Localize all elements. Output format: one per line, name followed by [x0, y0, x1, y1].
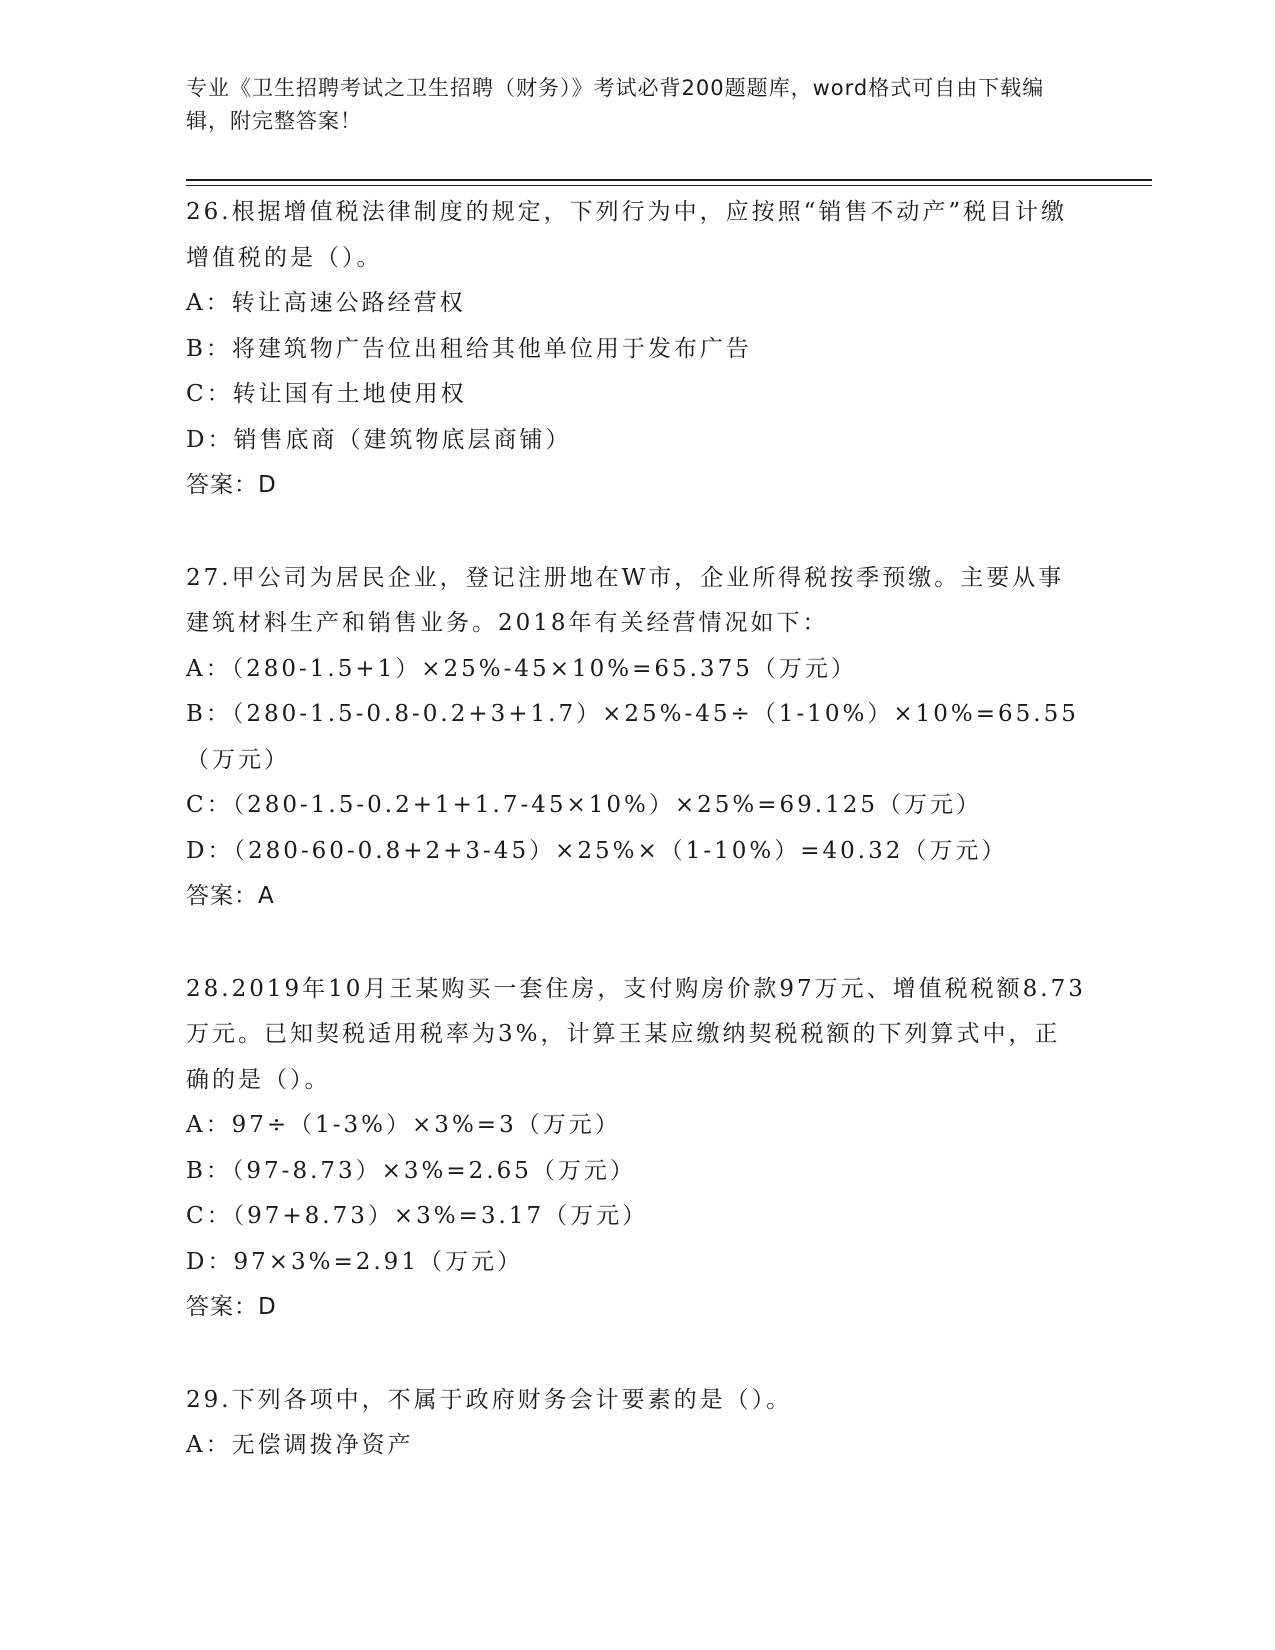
question-27: [186, 556, 1086, 920]
option-b: B：（280-1.5-0.8-0.2+3+1.7）×25%-45÷（1-10%）×10%=65.55（万元）: [186, 701, 1079, 773]
document-header: 专业《卫生招聘考试之卫生招聘（财务）》考试必背200题题库，word格式可自由下载编辑，附完整答案！: [186, 76, 1045, 133]
question-26: [186, 190, 1086, 509]
question-28: [186, 967, 1086, 1331]
option-c: C：转让国有土地使用权: [186, 381, 467, 407]
answer: 答案：D: [186, 1294, 277, 1320]
option-a: A：转让高速公路经营权: [186, 290, 466, 316]
answer: 答案：A: [186, 883, 275, 909]
option-c: C：（97+8.73）×3%=3.17（万元）: [186, 1203, 649, 1229]
option-d: D：97×3%=2.91（万元）: [186, 1248, 523, 1275]
question-text: 29.下列各项中，不属于政府财务会计要素的是（）。: [186, 1386, 793, 1413]
option-a: A：（280-1.5+1）×25%-45×10%=65.375（万元）: [186, 655, 857, 682]
question-29: [186, 1378, 1086, 1469]
answer: 答案：D: [186, 472, 277, 498]
option-a: A：无偿调拨净资产: [186, 1432, 414, 1458]
option-a: A：97÷（1-3%）×3%=3（万元）: [186, 1112, 621, 1138]
question-text: 28.2019年10月王某购买一套住房，支付购房价款97万元、增值税税额8.73万元。已知契税适用税率为3%，计算王某应缴纳契税税额的下列算式中，正确的是（）。: [186, 975, 1086, 1093]
option-c: C：（280-1.5-0.2+1+1.7-45×10%）×25%=69.125（万元）: [186, 792, 983, 818]
question-list: [186, 190, 1086, 1516]
option-d: D：（280-60-0.8+2+3-45）×25%×（1-10%）=40.32（万元）: [186, 837, 1008, 864]
header-rule-thin: [186, 185, 1152, 186]
option-b: B：将建筑物广告位出租给其他单位用于发布广告: [186, 335, 752, 362]
option-d: D：销售底商（建筑物底层商铺）: [186, 426, 572, 453]
question-text: 27.甲公司为居民企业，登记注册地在W市，企业所得税按季预缴。主要从事建筑材料生产和销售业务。2018年有关经营情况如下：: [186, 564, 1065, 636]
option-b: B：（97-8.73）×3%=2.65（万元）: [186, 1157, 636, 1184]
question-text: 26.根据增值税法律制度的规定，下列行为中，应按照“销售不动产”税目计缴增值税的是（）。: [186, 199, 1068, 271]
header-rule-thick: [186, 179, 1152, 181]
